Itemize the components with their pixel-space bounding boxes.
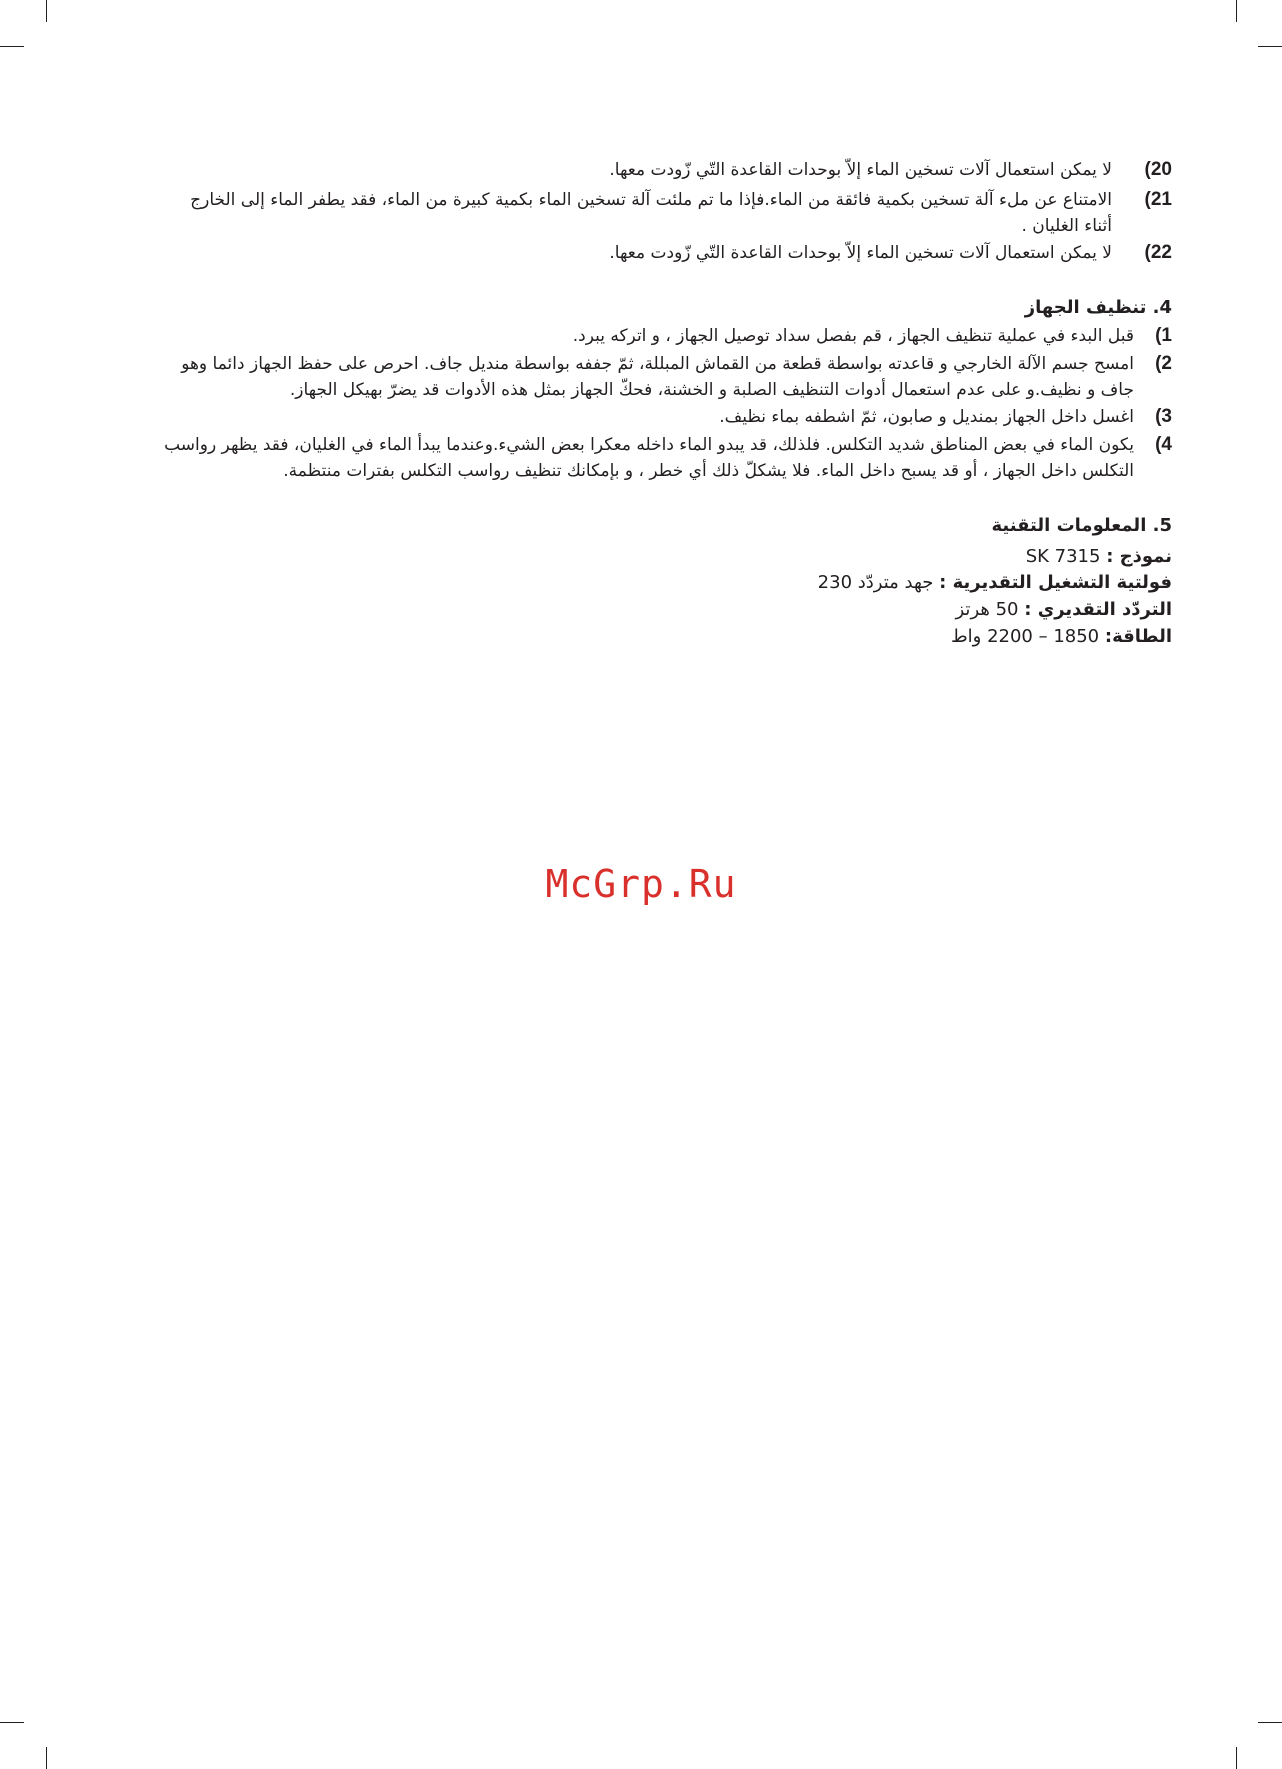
item-number: (4	[1155, 434, 1172, 455]
spec-voltage	[818, 570, 1172, 596]
crop-mark	[1258, 1722, 1282, 1723]
cleaning-item-3	[100, 404, 1172, 430]
spec-value: جهد متردّد 230	[817, 572, 934, 593]
spec-frequency	[956, 597, 1173, 623]
item-text-continued: جاف و نظيف.و على عدم استعمال أدوات التنظيف الصلبة و الخشنة، فحكّ الجهاز بمثل هذه الأدوات قد يضرّ بهيكل الجهاز.	[289, 380, 1134, 400]
crop-mark	[0, 1722, 24, 1723]
spec-model	[1026, 544, 1172, 570]
crop-mark	[1236, 1747, 1237, 1769]
spec-label: فولتية التشغيل التقديرية :	[939, 572, 1172, 593]
item-text: يكون الماء في بعض المناطق شديد التكلس. فلذلك، قد يبدو الماء داخله معكرا بعض الشيء.وعندما يبدأ الماء في الغليان، فقد يظهر رواسب	[164, 435, 1134, 455]
item-number: (20	[1144, 159, 1172, 180]
item-number: (3	[1155, 406, 1172, 427]
item-text: قبل البدء في عملية تنظيف الجهاز ، قم بفصل سداد توصيل الجهاز ، و اتركه يبرد.	[572, 326, 1134, 346]
item-text: لا يمكن استعمال آلات تسخين الماء إلاّ بوحدات القاعدة التّي زّودت معها.	[609, 160, 1112, 180]
item-text-continued: التكلس داخل الجهاز ، أو قد يسبح داخل الماء. فلا يشكلّ ذلك أي خطر ، و بإمكانك تنظيف رواسب التكلس بفترات منتظمة.	[283, 461, 1134, 481]
item-number: (1	[1155, 325, 1172, 346]
warning-item-22	[100, 240, 1172, 266]
item-text: اغسل داخل الجهاز بمنديل و صابون، ثمّ اشطفه بماء نظيف.	[719, 407, 1134, 427]
spec-value: SK 7315	[1025, 546, 1101, 567]
crop-mark	[1236, 0, 1237, 22]
cleaning-item-2	[100, 351, 1172, 403]
crop-mark	[0, 46, 24, 47]
cleaning-item-1	[100, 323, 1172, 349]
crop-mark	[46, 1747, 47, 1769]
item-number: (2	[1155, 353, 1172, 374]
spec-value: 50 هرتز	[955, 599, 1019, 620]
spec-power	[951, 624, 1172, 650]
spec-label: الطاقة:	[1104, 626, 1172, 647]
item-number: (21	[1144, 189, 1172, 210]
spec-value: 1850 – 2200 واط	[951, 626, 1100, 647]
section-heading-cleaning: 4. تنظيف الجهاز	[1024, 297, 1172, 318]
warning-item-20	[100, 157, 1172, 183]
item-text: امسح جسم الآلة الخارجي و قاعدته بواسطة قطعة من القماش المبللة، ثمّ جففه بواسطة منديل جاف. احرص على حفظ الجهاز دائما وهو	[181, 354, 1134, 374]
section-heading-technical: 5. المعلومات التقنية	[991, 515, 1172, 536]
spec-label: التردّد التقديري :	[1024, 599, 1172, 620]
crop-mark	[1258, 46, 1282, 47]
watermark-logo: McGrp.Ru	[545, 862, 737, 906]
item-text: الامتناع عن ملء آلة تسخين بكمية فائقة من الماء.فإذا ما تم ملئت آلة تسخين الماء بكمية كبيرة من الماء، فقد يطفر الماء إلى الخارج	[190, 190, 1112, 210]
item-text: لا يمكن استعمال آلات تسخين الماء إلاّ بوحدات القاعدة التّي زّودت معها.	[609, 243, 1112, 263]
cleaning-item-4	[100, 432, 1172, 484]
item-text-continued: أثناء الغليان .	[1021, 216, 1112, 236]
crop-mark	[46, 0, 47, 22]
spec-label: نموذج :	[1106, 546, 1172, 567]
item-number: (22	[1144, 242, 1172, 263]
warning-item-21	[100, 187, 1172, 239]
